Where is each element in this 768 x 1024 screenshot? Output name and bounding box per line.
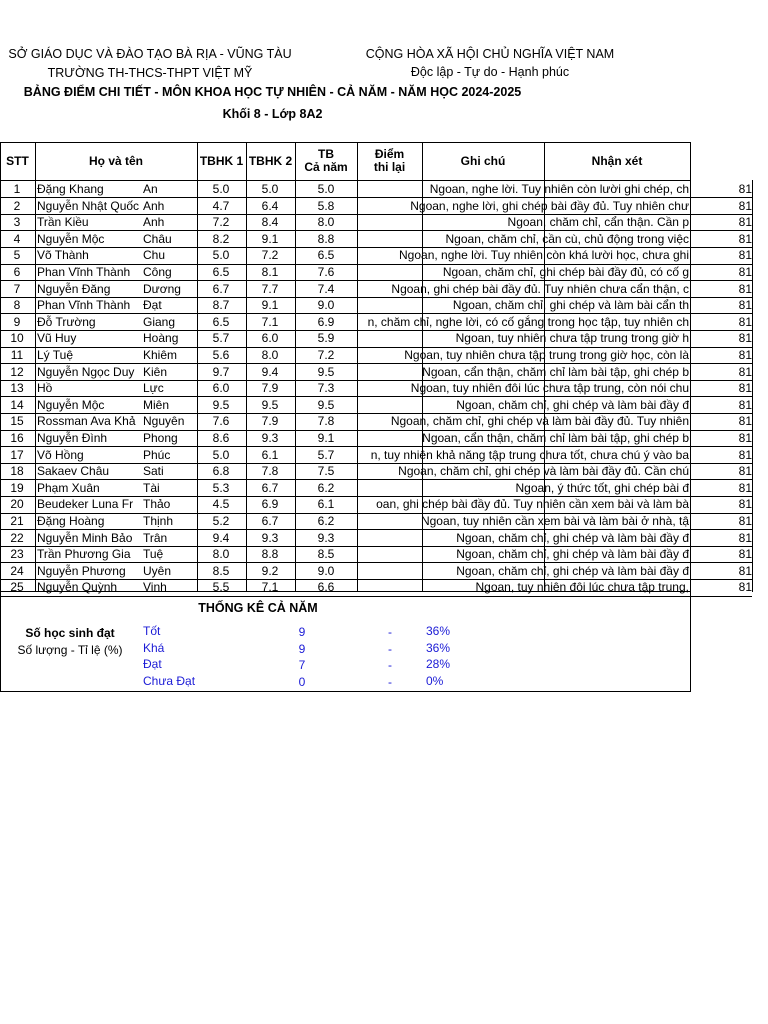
row-extra-value: 81	[738, 231, 752, 246]
row-stt: 4	[13, 231, 21, 246]
row-last-name: Beudeker Luna Fr	[37, 497, 134, 512]
row-last-name: Võ Hồng	[37, 447, 84, 462]
row-tb-ca-nam: 6.2	[317, 480, 335, 495]
stats-dash: -	[388, 658, 392, 672]
row-first-name: Tuệ	[143, 547, 164, 562]
department-name: SỞ GIÁO DỤC VÀ ĐÀO TẠO BÀ RỊA - VŨNG TÀU	[8, 47, 292, 61]
document-title: BẢNG ĐIỂM CHI TIẾT - MÔN KHOA HỌC TỰ NHIÊN - CẢ NĂM - NĂM HỌC 2024-2025	[23, 85, 522, 99]
row-note-cell	[331, 347, 689, 363]
row-last-name: Sakaev Châu	[37, 464, 110, 479]
row-stt: 23	[10, 547, 24, 562]
stats-rank-label: Đạt	[143, 657, 162, 671]
row-tbhk2: 9.4	[261, 364, 279, 379]
row-tbhk2: 9.1	[261, 231, 279, 246]
row-stt: 25	[10, 580, 24, 595]
row-extra-value: 81	[738, 563, 752, 578]
row-first-name: Trân	[143, 530, 168, 545]
table-row	[0, 413, 760, 430]
row-note-text: Ngoan, chăm chỉ, ghi chép bài đầy đủ, có cố g	[442, 265, 689, 279]
stats-count: 7	[298, 658, 306, 672]
row-first-name: Giang	[143, 314, 176, 329]
row-tb-ca-nam: 7.8	[317, 414, 335, 429]
row-first-name: Châu	[143, 231, 172, 246]
col-header-ghi-chu: Ghi chú	[460, 153, 506, 168]
row-extra-value: 81	[738, 248, 752, 263]
row-stt: 20	[10, 497, 24, 512]
row-tb-ca-nam: 5.9	[317, 331, 335, 346]
row-tbhk1: 8.7	[212, 298, 230, 313]
row-first-name: Thịnh	[143, 514, 174, 528]
row-note-text: Ngoan, chăm chỉ, cẩn thận. Cần p	[507, 215, 689, 230]
row-note-text: Ngoan, chăm chỉ, ghi chép và làm bài đầy đ	[456, 530, 689, 545]
table-row	[0, 198, 760, 215]
row-note-text: Ngoan, chăm chỉ, ghi chép và làm bài đầy đ	[456, 563, 689, 578]
row-note-cell	[331, 546, 689, 562]
col-header-tbhk2: TBHK 2	[248, 153, 293, 168]
row-extra-value: 81	[738, 447, 752, 462]
row-stt: 3	[13, 215, 21, 230]
row-last-name: Nguyễn Mộc	[37, 397, 105, 412]
row-last-name: Vũ Huy	[37, 331, 77, 346]
row-first-name: Lực	[143, 381, 164, 396]
row-first-name: Sati	[143, 464, 164, 479]
col-header-thi-line2: thi lại	[373, 160, 406, 174]
school-name: TRƯỜNG TH-THCS-THPT VIỆT MỸ	[47, 66, 253, 80]
row-tbhk1: 6.0	[212, 381, 230, 396]
row-tbhk1: 6.5	[212, 265, 230, 279]
row-extra-value: 81	[738, 431, 752, 445]
row-extra-value: 81	[738, 381, 752, 396]
row-tbhk2: 8.8	[261, 547, 279, 562]
row-last-name: Phạm Xuân	[37, 480, 100, 495]
row-tbhk1: 9.4	[212, 530, 230, 545]
row-stt: 21	[10, 514, 24, 528]
row-stt: 19	[10, 480, 24, 495]
row-note-cell	[331, 463, 689, 479]
class-subtitle: Khối 8 - Lớp 8A2	[222, 107, 323, 121]
row-last-name: Đặng Khang	[37, 182, 104, 196]
row-tb-ca-nam: 7.5	[317, 464, 335, 479]
row-stt: 7	[13, 281, 21, 296]
row-tbhk1: 4.5	[212, 497, 230, 512]
row-tb-ca-nam: 8.8	[317, 231, 335, 246]
row-tb-ca-nam: 6.9	[317, 314, 335, 329]
row-last-name: Đỗ Trường	[37, 314, 96, 329]
row-note-text: Ngoan, cẩn thận, chăm chỉ làm bài tập, ghi chép b	[422, 364, 689, 379]
row-note-cell	[331, 447, 689, 463]
row-extra-value: 81	[738, 314, 752, 329]
row-extra-value: 81	[738, 331, 752, 346]
row-tbhk1: 4.7	[212, 198, 230, 213]
table-row	[0, 297, 760, 314]
row-last-name: Lý Tuệ	[37, 348, 74, 362]
row-note-cell	[331, 563, 689, 579]
table-row	[0, 347, 760, 364]
row-tbhk2: 7.7	[261, 281, 279, 296]
table-row	[0, 563, 760, 580]
col-header-name: Họ và tên	[88, 153, 143, 168]
table-row	[0, 496, 760, 513]
row-note-text: Ngoan, ghi chép bài đầy đủ. Tuy nhiên chưa cẩn thận, c	[391, 281, 689, 296]
row-stt: 1	[13, 182, 21, 196]
table-row	[0, 579, 760, 596]
row-tb-ca-nam: 9.0	[317, 563, 335, 578]
row-tbhk2: 7.9	[261, 414, 279, 429]
stats-count: 9	[298, 642, 306, 656]
table-row	[0, 364, 760, 381]
table-row	[0, 530, 760, 547]
stats-rank-label: Tốt	[143, 624, 161, 638]
col-header-tbhk1: TBHK 1	[199, 153, 244, 168]
row-note-text: Ngoan, chăm chỉ, ghi chép và làm bài đầy đ	[456, 397, 689, 412]
row-divider	[0, 596, 752, 597]
row-stt: 9	[13, 314, 21, 329]
row-note-text: Ngoan, chăm chỉ, cần cù, chủ động trong việc	[445, 231, 689, 246]
row-stt: 17	[10, 447, 24, 462]
row-note-cell	[331, 430, 689, 446]
row-first-name: Chu	[143, 248, 166, 263]
national-title: CỘNG HÒA XÃ HỘI CHỦ NGHĨA VIỆT NAM	[365, 47, 615, 61]
row-tbhk2: 5.0	[261, 182, 279, 196]
row-stt: 14	[10, 397, 24, 412]
stats-bottom-line	[0, 691, 691, 692]
row-first-name: Vinh	[143, 580, 167, 595]
row-note-text: Ngoan, tuy nhiên đôi lúc chưa tập trung,	[475, 580, 689, 595]
row-note-text: n, chăm chỉ, nghe lời, có cố gắng trong học tập, tuy nhiên ch	[367, 314, 689, 329]
row-note-text: Ngoan, nghe lời, ghi chép bài đầy đủ. Tuy nhiên chư	[410, 198, 689, 213]
row-last-name: Nguyễn Ngọc Duy	[37, 364, 135, 379]
row-tb-ca-nam: 6.1	[317, 497, 335, 512]
row-tbhk2: 6.9	[261, 497, 279, 512]
row-note-cell	[331, 264, 689, 280]
row-extra-value: 81	[738, 464, 752, 479]
row-last-name: Võ Thành	[37, 248, 89, 263]
row-tb-ca-nam: 8.0	[317, 215, 335, 230]
table-row	[0, 314, 760, 331]
row-tb-ca-nam: 7.4	[317, 281, 335, 296]
row-tbhk2: 7.1	[261, 580, 279, 595]
row-stt: 15	[10, 414, 24, 429]
row-first-name: Công	[143, 265, 172, 279]
col-header-stt: STT	[6, 153, 29, 168]
row-last-name: Đặng Hoàng	[37, 514, 105, 528]
row-extra-value: 81	[738, 364, 752, 379]
stats-rank-label: Chưa Đạt	[143, 674, 196, 688]
row-extra-value: 81	[738, 298, 752, 313]
row-tb-ca-nam: 6.5	[317, 248, 335, 263]
row-note-cell	[331, 281, 689, 297]
stats-dash: -	[388, 625, 392, 639]
row-tbhk2: 7.2	[261, 248, 279, 263]
row-extra-value: 81	[738, 497, 752, 512]
table-row	[0, 181, 760, 198]
table-row	[0, 397, 760, 414]
row-tb-ca-nam: 7.2	[317, 348, 335, 362]
row-note-cell	[331, 214, 689, 230]
row-tbhk1: 5.0	[212, 248, 230, 263]
row-note-cell	[331, 397, 689, 413]
row-first-name: Phong	[143, 431, 178, 445]
row-tbhk1: 8.5	[212, 563, 230, 578]
row-note-text: Ngoan, chăm chỉ, ghi chép và làm bài đầy đ	[456, 547, 689, 562]
row-first-name: Đạt	[143, 298, 162, 313]
table-row	[0, 231, 760, 248]
table-row	[0, 214, 760, 231]
row-tbhk2: 7.8	[261, 464, 279, 479]
table-row	[0, 430, 760, 447]
stats-percent: 36%	[426, 624, 451, 638]
row-tbhk1: 6.5	[212, 314, 230, 329]
row-stt: 2	[13, 198, 21, 213]
row-stt: 24	[10, 563, 24, 578]
row-stt: 10	[10, 331, 24, 346]
row-first-name: Dương	[143, 281, 181, 296]
col-header-nhan-xet: Nhận xét	[591, 153, 643, 168]
row-tb-ca-nam: 9.0	[317, 298, 335, 313]
stats-label-ratio: Số lượng - Tỉ lệ (%)	[17, 643, 123, 657]
table-row	[0, 546, 760, 563]
row-extra-value: 81	[738, 414, 752, 429]
row-extra-value: 81	[738, 580, 752, 595]
row-first-name: Tài	[143, 480, 160, 495]
row-tbhk2: 8.4	[261, 215, 279, 230]
row-first-name: Thảo	[143, 497, 171, 512]
row-first-name: Anh	[143, 215, 165, 230]
table-row	[0, 247, 760, 264]
row-tb-ca-nam: 7.6	[317, 265, 335, 279]
row-last-name: Trần Phương Gia	[37, 547, 131, 562]
row-tbhk2: 7.1	[261, 314, 279, 329]
row-last-name: Nguyễn Phương	[37, 563, 126, 578]
row-tb-ca-nam: 5.8	[317, 198, 335, 213]
row-tbhk2: 9.3	[261, 431, 279, 445]
row-tbhk1: 5.3	[212, 480, 230, 495]
row-last-name: Nguyễn Đình	[37, 431, 108, 445]
row-note-text: Ngoan, ý thức tốt, ghi chép bài đ	[515, 480, 689, 495]
col-header-thi-line1: Điểm	[374, 147, 405, 161]
row-last-name: Rossman Ava Khả	[37, 414, 136, 429]
row-note-cell	[331, 297, 689, 313]
row-note-cell	[331, 513, 689, 529]
row-tb-ca-nam: 7.3	[317, 381, 335, 396]
row-note-text: Ngoan, chăm chỉ, ghi chép và làm bài cẩn th	[452, 298, 689, 313]
row-tbhk1: 8.6	[212, 431, 230, 445]
row-first-name: Kiên	[143, 364, 168, 379]
row-note-text: Ngoan, tuy nhiên đôi lúc chưa tập trung, còn nói chu	[410, 381, 689, 396]
row-note-text: Ngoan, nghe lời. Tuy nhiên còn lười ghi chép, ch	[429, 182, 689, 196]
row-tbhk2: 6.7	[261, 514, 279, 528]
row-extra-value: 81	[738, 514, 752, 528]
row-tbhk2: 7.9	[261, 381, 279, 396]
stats-title: THỐNG KÊ CẢ NĂM	[198, 601, 318, 615]
row-note-cell	[331, 496, 689, 512]
row-tbhk2: 8.0	[261, 348, 279, 362]
stats-rank-label: Khá	[143, 641, 165, 655]
row-note-cell	[331, 480, 689, 496]
row-stt: 8	[13, 298, 21, 313]
row-tbhk1: 9.5	[212, 397, 230, 412]
row-tbhk1: 7.6	[212, 414, 230, 429]
row-extra-value: 81	[738, 281, 752, 296]
row-note-cell	[331, 579, 689, 595]
table-row	[0, 513, 760, 530]
row-tbhk2: 8.1	[261, 265, 279, 279]
row-first-name: Phúc	[143, 447, 171, 462]
row-first-name: Uyên	[143, 563, 172, 578]
stats-count: 9	[298, 625, 306, 639]
row-note-cell	[331, 181, 689, 197]
row-extra-value: 81	[738, 530, 752, 545]
stats-label-students: Số học sinh đạt	[25, 626, 115, 640]
row-first-name: Hoàng	[143, 331, 179, 346]
row-note-cell	[331, 198, 689, 214]
row-first-name: Miên	[143, 397, 170, 412]
table-row	[0, 480, 760, 497]
row-note-text: Ngoan, tuy nhiên chưa tập trung trong giờ học, còn là	[404, 348, 689, 362]
row-first-name: Nguyên	[143, 414, 185, 429]
row-first-name: Khiêm	[143, 348, 178, 362]
row-tbhk1: 5.7	[212, 331, 230, 346]
table-row	[0, 264, 760, 281]
row-extra-value: 81	[738, 182, 752, 196]
row-tbhk2: 9.5	[261, 397, 279, 412]
stats-dash: -	[388, 642, 392, 656]
stats-percent: 36%	[426, 641, 451, 655]
stats-percent: 28%	[426, 657, 451, 671]
row-tbhk1: 5.0	[212, 182, 230, 196]
row-stt: 18	[10, 464, 24, 479]
row-last-name: Nguyễn Minh Bảo	[37, 530, 133, 545]
row-note-text: Ngoan, tuy nhiên chưa tập trung trong giờ h	[455, 331, 689, 346]
row-last-name: Nguyễn Quỳnh	[37, 580, 118, 595]
stats-dash: -	[388, 675, 392, 689]
row-note-text: Ngoan, tuy nhiên cần xem bài và làm bài ở nhà, tậ	[420, 514, 689, 528]
national-motto: Độc lập - Tự do - Hạnh phúc	[410, 65, 570, 79]
col-header-tb-line2: Cả năm	[304, 160, 348, 174]
row-extra-value: 81	[738, 215, 752, 230]
row-note-cell	[331, 231, 689, 247]
stats-count: 0	[298, 675, 306, 689]
table-row	[0, 447, 760, 464]
row-last-name: Trần Kiều	[37, 215, 89, 230]
row-tb-ca-nam: 6.2	[317, 514, 335, 528]
row-note-cell	[331, 314, 689, 330]
row-last-name: Phan Vĩnh Thành	[37, 298, 131, 313]
row-note-text: Ngoan, chăm chỉ, ghi chép và làm bài đầy đủ. Cần chú	[398, 464, 689, 479]
row-first-name: Anh	[143, 198, 165, 213]
row-stt: 6	[13, 265, 21, 279]
row-note-cell	[331, 413, 689, 429]
row-tb-ca-nam: 9.5	[317, 364, 335, 379]
row-tbhk1: 7.2	[212, 215, 230, 230]
row-tbhk1: 5.0	[212, 447, 230, 462]
row-extra-value: 81	[738, 480, 752, 495]
table-row	[0, 380, 760, 397]
row-tbhk1: 5.6	[212, 348, 230, 362]
col-header-diem-thi-lai	[357, 142, 422, 180]
table-row	[0, 330, 760, 347]
row-tb-ca-nam: 9.3	[317, 530, 335, 545]
row-tbhk1: 6.7	[212, 281, 230, 296]
row-extra-value: 81	[738, 265, 752, 279]
col-header-tb-line1: TB	[318, 147, 334, 161]
row-tbhk1: 8.2	[212, 231, 230, 246]
col-header-tb-ca-nam	[295, 142, 357, 180]
row-stt: 12	[10, 364, 24, 379]
row-tbhk1: 9.7	[212, 364, 230, 379]
row-note-text: n, tuy nhiên khả năng tập trung chưa tốt, chưa chú ý vào ba	[370, 447, 689, 462]
row-extra-value: 81	[738, 198, 752, 213]
row-stt: 11	[10, 348, 24, 362]
row-tbhk1: 5.2	[212, 514, 230, 528]
row-extra-value: 81	[738, 397, 752, 412]
row-tbhk2: 6.0	[261, 331, 279, 346]
row-tb-ca-nam: 9.1	[317, 431, 335, 445]
row-tbhk1: 6.8	[212, 464, 230, 479]
row-note-cell	[331, 364, 689, 380]
row-tb-ca-nam: 8.5	[317, 547, 335, 562]
row-stt: 16	[10, 431, 24, 445]
table-row	[0, 281, 760, 298]
row-first-name: An	[143, 182, 158, 196]
row-tb-ca-nam: 9.5	[317, 397, 335, 412]
row-tbhk2: 9.2	[261, 563, 279, 578]
row-tbhk2: 9.3	[261, 530, 279, 545]
row-note-text: Ngoan, nghe lời. Tuy nhiên còn khá lười học, chưa ghi	[399, 248, 689, 263]
row-note-cell	[331, 330, 689, 346]
row-tb-ca-nam: 6.6	[317, 580, 335, 595]
row-tbhk2: 9.1	[261, 298, 279, 313]
row-extra-value: 81	[738, 348, 752, 362]
row-last-name: Phan Vĩnh Thành	[37, 265, 131, 279]
row-last-name: Hồ	[37, 381, 53, 396]
row-last-name: Nguyễn Đăng	[37, 281, 111, 296]
stats-percent: 0%	[426, 674, 444, 688]
row-stt: 22	[10, 530, 24, 545]
row-stt: 5	[13, 248, 21, 263]
row-tb-ca-nam: 5.0	[317, 182, 335, 196]
row-tbhk2: 6.1	[261, 447, 279, 462]
row-note-cell	[331, 247, 689, 263]
row-tbhk1: 8.0	[212, 547, 230, 562]
row-note-cell	[331, 380, 689, 396]
table-row	[0, 463, 760, 480]
row-last-name: Nguyễn Mộc	[37, 231, 105, 246]
row-note-text: oan, ghi chép bài đầy đủ. Tuy nhiên cần xem bài và làm bà	[376, 497, 689, 512]
row-tbhk1: 5.5	[212, 580, 230, 595]
row-tbhk2: 6.7	[261, 480, 279, 495]
row-last-name: Nguyễn Nhật Quốc	[37, 198, 140, 213]
row-note-text: Ngoan, chăm chỉ, ghi chép và làm bài đầy đủ. Tuy nhiên	[390, 414, 689, 429]
row-tbhk2: 6.4	[261, 198, 279, 213]
row-extra-value: 81	[738, 547, 752, 562]
row-tb-ca-nam: 5.7	[317, 447, 335, 462]
row-note-cell	[331, 530, 689, 546]
row-note-text: Ngoan, cẩn thận, chăm chỉ làm bài tập, ghi chép b	[422, 431, 689, 445]
row-stt: 13	[10, 381, 24, 396]
